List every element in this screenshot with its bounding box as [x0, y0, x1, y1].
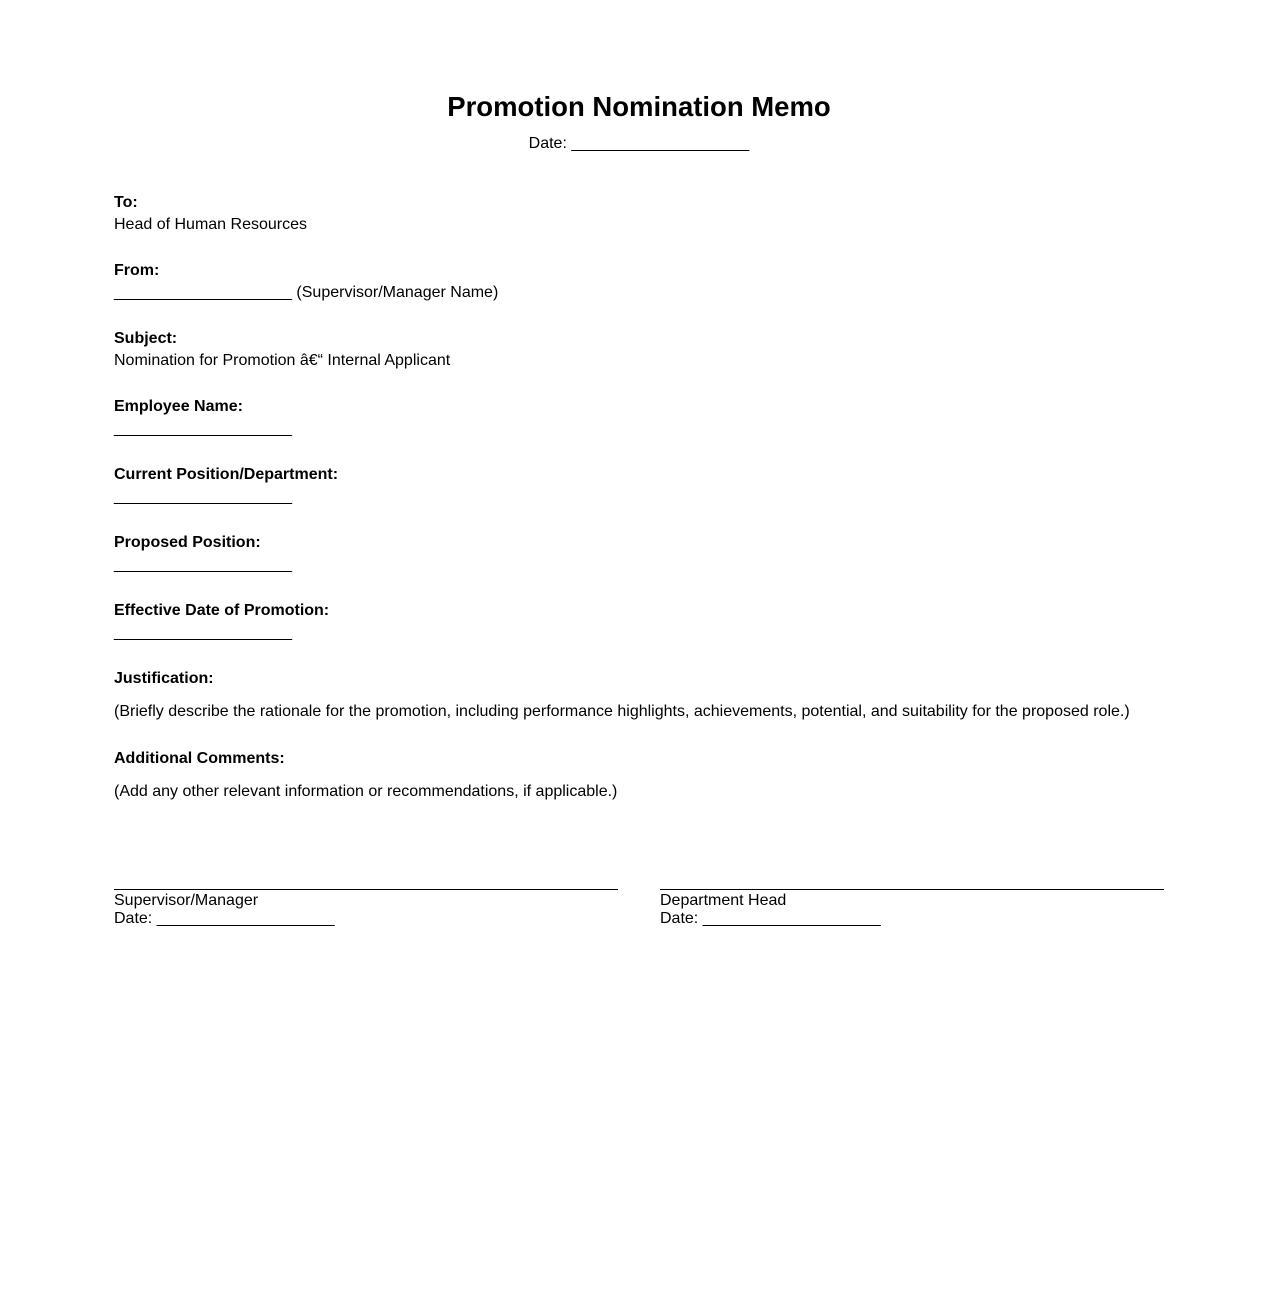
- additional-comments-text[interactable]: (Add any other relevant information or recommendations, if applicable.): [114, 783, 618, 800]
- current-position-blank[interactable]: ____________________: [114, 488, 292, 505]
- from-hint: (Supervisor/Manager Name): [296, 284, 499, 301]
- justification-heading: [114, 668, 214, 690]
- employee-name-blank[interactable]: ____________________: [114, 420, 292, 437]
- from-value: [114, 282, 498, 304]
- memo-date-label: Date:: [528, 135, 567, 152]
- signature-supervisor-role: Supervisor/Manager: [114, 892, 259, 909]
- signature-supervisor-date-label: Date:: [114, 910, 153, 927]
- justification-label: Justification:: [114, 670, 214, 687]
- to-field: [114, 192, 307, 236]
- signature-supervisor-date-blank[interactable]: ____________________: [156, 910, 335, 927]
- signature-department-head[interactable]: [660, 889, 1164, 928]
- signature-supervisor[interactable]: [114, 889, 618, 928]
- signature-department-head-role: Department Head: [660, 892, 787, 909]
- additional-comments-label: Additional Comments:: [114, 750, 285, 767]
- memo-date-blank[interactable]: ____________________: [571, 135, 750, 152]
- subject-value: Nomination for Promotion â€“ Internal Applicant: [114, 352, 451, 369]
- to-value: Head of Human Resources: [114, 216, 307, 233]
- signature-department-head-date: [660, 910, 1164, 928]
- from-field: [114, 260, 498, 304]
- proposed-position-field: [114, 532, 292, 576]
- effective-date-blank[interactable]: ____________________: [114, 624, 292, 641]
- employee-name-label: Employee Name:: [114, 398, 243, 415]
- memo-title: Promotion Nomination Memo: [447, 91, 831, 122]
- signature-supervisor-date: [114, 910, 618, 928]
- justification-text[interactable]: (Briefly describe the rationale for the promotion, including performance highlights, achievements, potential, and suitability for the proposed role.): [114, 703, 1130, 720]
- memo-date: [114, 135, 1164, 153]
- from-blank[interactable]: ____________________: [114, 284, 292, 301]
- current-position-label: Current Position/Department:: [114, 466, 339, 483]
- effective-date-label: Effective Date of Promotion:: [114, 602, 330, 619]
- employee-name-field: [114, 396, 292, 440]
- subject-label: Subject:: [114, 330, 178, 347]
- signature-department-head-date-blank[interactable]: ____________________: [702, 910, 881, 927]
- effective-date-field: [114, 600, 329, 644]
- to-label: To:: [114, 194, 138, 211]
- proposed-position-blank[interactable]: ____________________: [114, 556, 292, 573]
- from-label: From:: [114, 262, 160, 279]
- current-position-field: [114, 464, 338, 508]
- signature-department-head-date-label: Date:: [660, 910, 699, 927]
- proposed-position-label: Proposed Position:: [114, 534, 261, 551]
- additional-comments-heading: [114, 748, 285, 770]
- subject-field: [114, 328, 450, 372]
